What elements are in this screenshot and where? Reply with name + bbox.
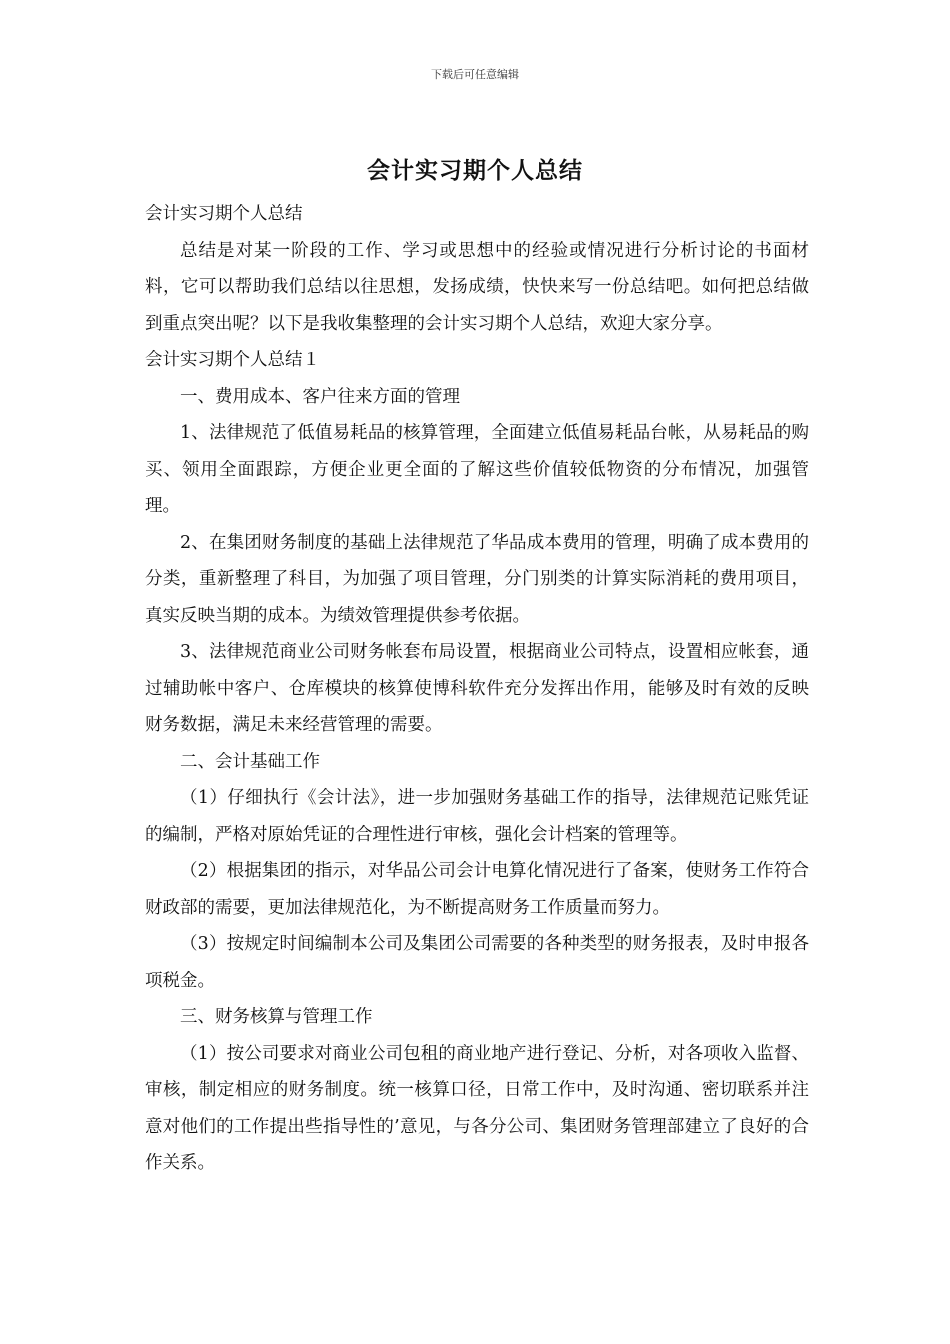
heading-financial-accounting: 三、财务核算与管理工作 [180,1007,373,1027]
paragraph-item-1: 1、法律规范了低值易耗品的核算管理，全面建立低值易耗品台帐，从易耗品的购买、领用全面跟踪，方便企业更全面的了解这些价值较低物资的分布情况，加强管理。 [145,423,809,516]
paragraph-financial-1: （1）按公司要求对商业公司包租的商业地产进行登记、分析，对各项收入监督、审核，制定相应的财务制度。统一核算口径，日常工作中，及时沟通、密切联系并注意对他们的工作提出些指导性的’意见，与各分公司、集团财务管理部建立了良好的合作关系。 [145,1043,809,1173]
paragraph-item-2: 2、在集团财务制度的基础上法律规范了华品成本费用的管理，明确了成本费用的分类，重新整理了科目，为加强了项目管理，分门别类的计算实际消耗的费用项目，真实反映当期的成本。为绩效管理提供参考依据。 [145,532,809,626]
document-title: 会计实习期个人总结 [367,157,583,184]
paragraph-item-3: 3、法律规范商业公司财务帐套布局设置，根据商业公司特点，设置相应帐套，通过辅助帐中客户、仓库模块的核算使博科软件充分发挥出作用，能够及时有效的反映财务数据，满足未来经营管理的需要。 [145,642,809,735]
heading-accounting-basics: 二、会计基础工作 [180,751,320,772]
intro-paragraph: 总结是对某一阶段的工作、学习或思想中的经验或情况进行分析讨论的书面材料，它可以帮助我们总结以往思想，发扬成绩，快快来写一份总结吧。如何把总结做到重点突出呢？以下是我收集整理的会计实习期个人总结，欢迎大家分享。 [145,240,809,334]
section-heading-summary-1: 会计实习期个人总结１ [145,350,320,370]
paragraph-basics-1: （1）仔细执行《会计法》，进一步加强财务基础工作的指导，法律规范记账凭证的编制，严格对原始凭证的合理性进行审核，强化会计档案的管理等。 [145,788,809,845]
paragraph-basics-2: （2）根据集团的指示，对华品公司会计电算化情况进行了备案，使财务工作符合财政部的需要，更加法律规范化，为不断提高财务工作质量而努力。 [145,861,809,918]
document-body [145,196,809,1182]
subtitle-paragraph: 会计实习期个人总结 [145,204,303,224]
heading-cost-management: 一、费用成本、客户往来方面的管理 [180,386,460,407]
header-note: 下载后可任意编辑 [431,68,519,81]
paragraph-basics-3: （3）按规定时间编制本公司及集团公司需要的各种类型的财务报表，及时申报各项税金。 [145,934,809,991]
